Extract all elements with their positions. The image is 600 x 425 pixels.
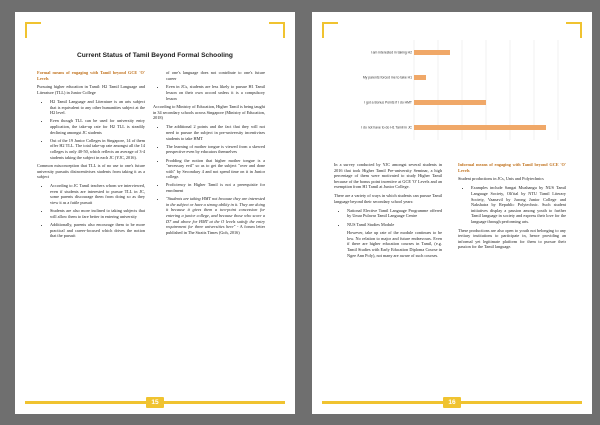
- list-item: • National Elective Tamil Language Programme offered by Umar Pulavar Tamil Language Centre: [347, 208, 442, 219]
- paragraph: Student productions in JCs, Unis and Polytechnics: [458, 176, 544, 182]
- paragraph: In a survey conducted by YJC amongst several students in 2016 that took Higher Tamil Pre-university Seminar, a high percentage of them were motivated to study Higher Tamil because of the bonus point incentive at GCE 'O' Levels and an exemption from H1 Tamil at Junior College.: [334, 162, 442, 190]
- chart-bar: [414, 100, 486, 105]
- list-item: • Even though TLL can be used for university entry application, the take-up rate for H2 TLL is steadily declining amongst JC students: [50, 118, 145, 135]
- category-label: My parents forced me to take H1: [362, 75, 412, 80]
- paragraph: of one's language does not contribute to one's future career: [166, 70, 265, 81]
- category-label: I got a Bonus Points if I do HMT: [364, 100, 412, 105]
- page-left: [15, 12, 295, 414]
- category-label: I do not have to do H1 Tamil in JC: [361, 125, 412, 130]
- corner-ornament: [566, 22, 582, 38]
- page-number: 16: [443, 397, 461, 408]
- chart-bar: [414, 75, 426, 80]
- list-item: • According to JC Tamil teachers whom we interviewed, even if students are interested to pursue TLL in JC, some parents discourage them from doing so as they view it as a futile pursuit: [50, 183, 145, 205]
- list-item: • Even in JCs, students are less likely to pursue H1 Tamil lesson on their own accord unless it is a compulsory lesson: [166, 84, 265, 101]
- corner-ornament: [322, 22, 338, 38]
- page-title: Current Status of Tamil Beyond Formal Schooling: [77, 52, 233, 59]
- list-item: • Additionally, parents also encourage them to be more practical and career-focused which drives the notion that the pursuit: [50, 222, 145, 239]
- page-right: [312, 12, 592, 414]
- list-item: • Students are also more inclined to taking subjects that will allow them to fare better in entering university: [50, 208, 145, 219]
- paragraph: Pursuing higher education in Tamil: H2 Tamil Language and Literature (TLL) in Junior College: [37, 84, 145, 96]
- list-item: [166, 196, 265, 235]
- category-label: I am interested in taking H2: [370, 50, 412, 55]
- list-item: • Out of the 19 Junior Colleges in Singapore, 14 of them offer H2 TLL. The total take-up rate amongst all the 14 colleges is only 40-50, which reflects an average of 3-4 students taking the subject in each JC (YJC, 2016).: [50, 138, 145, 160]
- bullet-list: [153, 124, 265, 235]
- right-column-1: [334, 162, 442, 261]
- list-item: • Prodding the notion that higher mother tongue is a "necessary evil" so as to get the subject "over and done with" by Secondary 4 and not spend time on it in Junior college.: [166, 158, 265, 180]
- chart-bar: [414, 50, 450, 55]
- list-item: • Examples include Sangai Muzhangu by NUS Tamil Language Society, Oli'ttal by NTU Tamil Literary Society, Vaanavil by Jurong Junior College and Nakshatra by Republic Polytechnic. Such student initiatives display a passion among youth to further Tamil language in society and express their love for the language through performing arts.: [471, 185, 566, 224]
- bullet-list: [334, 208, 442, 227]
- paragraph: These productions are also open to youth not belonging to any tertiary institutions to participate in, hence providing an informal yet legitimate platform for them to pursue their passion for the Tamil language.: [458, 227, 566, 250]
- bullet-list: [37, 99, 145, 160]
- list-item: • NUS Tamil Studies Module: [347, 222, 442, 228]
- left-column-1: [37, 70, 145, 242]
- paragraph: There are a variety of ways in which students can pursue Tamil language beyond their secondary school years:: [334, 193, 442, 204]
- right-column-2: [458, 162, 566, 253]
- section-heading: Formal means of engaging with Tamil beyond GCE 'O' Levels: [37, 70, 145, 81]
- list-item: • Proficiency in Higher Tamil is not a prerequisite for enrolment: [166, 182, 265, 193]
- quote-text: "Students are taking HMT not because they are interested in the subject or have a strong ability in it. They are doing it because it gives them a two-point concession for entering a junior college, and because those who score a D7 and above for HMT at the O levels satisfy the entry requirement for three universities here": [166, 196, 265, 230]
- bullet-list: [153, 84, 265, 101]
- list-item: • The learning of mother tongue is viewed from a skewed perspective even by educators themselves: [166, 144, 265, 155]
- paragraph: Common misconception that TLL is of no use to one's future university pursuits disincentivises students from taking it as a subject: [37, 163, 145, 180]
- chart-bar: [414, 125, 546, 130]
- corner-ornament: [25, 22, 41, 38]
- paragraph: However, take up rate of the module continues to be low. No relation to major and future endeavours. Even if there are higher education courses in Tamil, (e.g. Tamil Studies with Early Education Diploma Course in Ngee Ann Poly), not many are aware of such courses.: [347, 230, 442, 258]
- corner-ornament: [269, 22, 285, 38]
- survey-bar-chart: [352, 32, 566, 147]
- section-heading: Informal means of engaging with Tamil beyond GCE 'O' Levels: [458, 162, 566, 173]
- left-column-2: [153, 70, 265, 238]
- list-item: • The additional 2 points and the fact that they will not need to pursue the subject in pre-university incentivises students to take HMT: [166, 124, 265, 141]
- quote-source: - A forum letter published in The Straits Times (Goh, 2016): [166, 224, 265, 235]
- page-number: 15: [146, 397, 164, 408]
- paragraph: According to Ministry of Education, Higher Tamil is being taught in 34 secondary schools across Singapore (Ministry of Education, 2018): [153, 104, 265, 121]
- bullet-list: [37, 183, 145, 239]
- bullet-list: [458, 185, 566, 224]
- list-item: • H2 Tamil Language and Literature is an arts subject that is equivalent to any other humanities subject at the H2 level.: [50, 99, 145, 116]
